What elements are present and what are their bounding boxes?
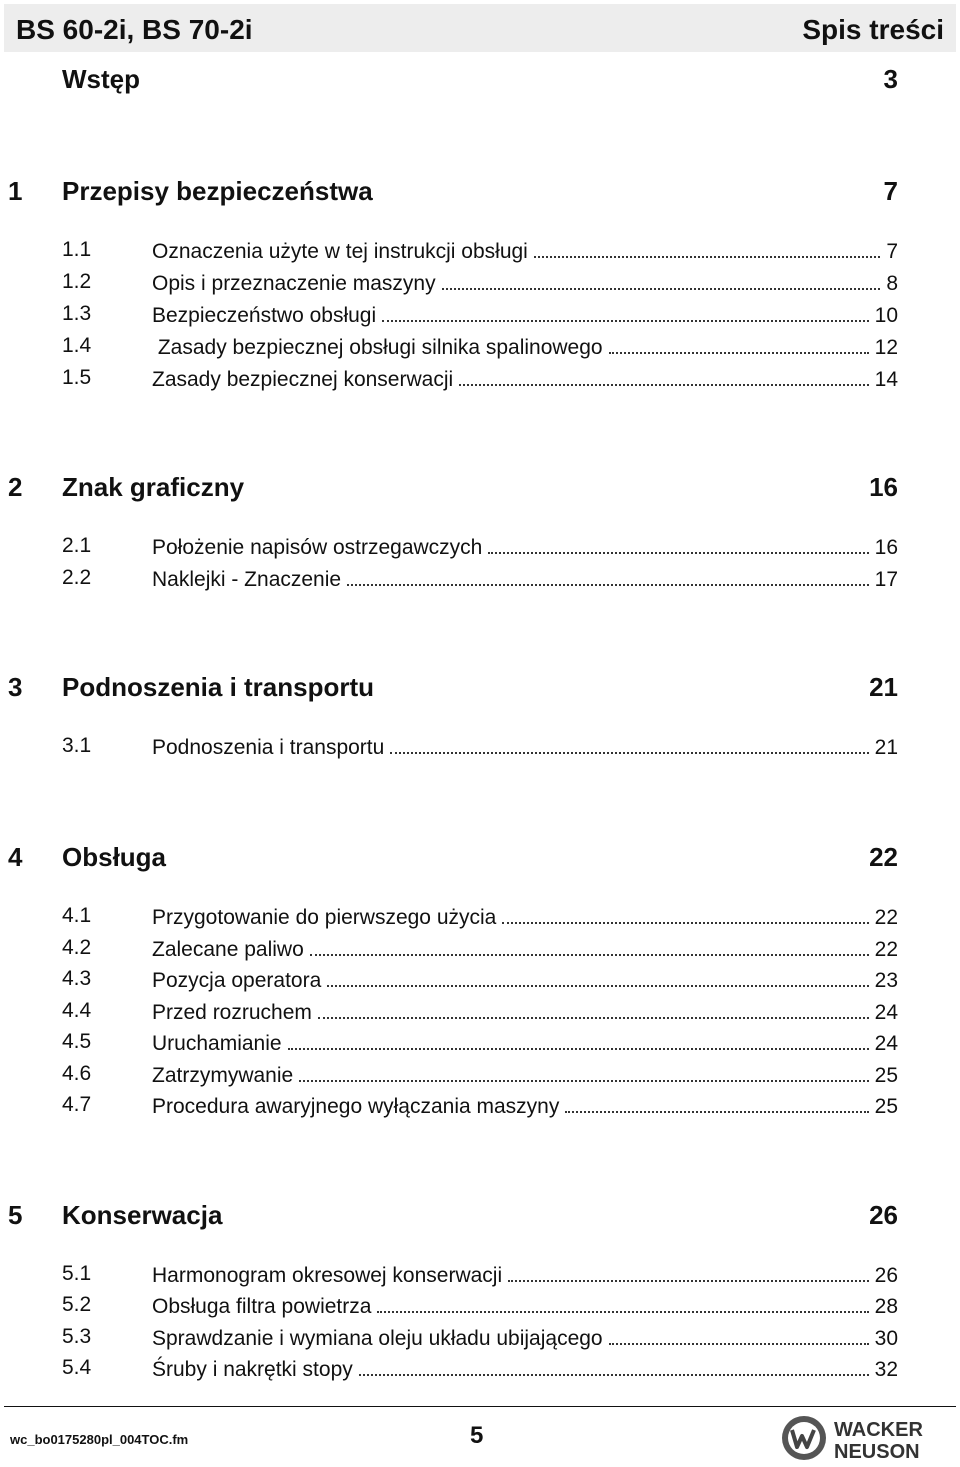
section-title: Przygotowanie do pierwszego użycia: [152, 906, 497, 929]
section-title: Procedura awaryjnego wyłączania maszyny: [152, 1095, 560, 1118]
section-title: Uruchamianie: [152, 1032, 282, 1055]
dot-leader: [442, 270, 881, 290]
toc-entry[interactable]: [0, 1093, 960, 1125]
section-number: 1.1: [62, 238, 92, 261]
chapter-number: 2: [8, 472, 23, 502]
section-title: Bezpieczeństwo obsługi: [152, 304, 377, 327]
section-number: 5.1: [62, 1262, 92, 1285]
section-page: 8: [886, 272, 898, 295]
section-title: Zatrzymywanie: [152, 1064, 294, 1087]
section-title: Spis treści: [802, 14, 944, 45]
toc-entry[interactable]: [0, 1030, 960, 1062]
section-number: 5.4: [62, 1356, 92, 1379]
section-title: Harmonogram okresowej konserwacji: [152, 1264, 503, 1287]
section-page: 23: [874, 969, 898, 992]
chapter-page: 22: [869, 842, 898, 872]
page-header: [4, 4, 956, 52]
section-number: 1.4: [62, 334, 92, 357]
toc-intro[interactable]: [0, 64, 960, 96]
chapter-number: 4: [8, 842, 23, 872]
toc-entry[interactable]: [0, 1062, 960, 1094]
dot-leader: [609, 334, 869, 354]
section-page: 32: [874, 1358, 898, 1381]
model-title: BS 60-2i, BS 70-2i: [16, 14, 253, 45]
dot-leader: [359, 1356, 869, 1376]
section-page: 28: [874, 1295, 898, 1318]
chapter-title: Konserwacja: [62, 1200, 223, 1230]
section-number: 4.4: [62, 999, 92, 1022]
section-title: Zasady bezpiecznej konserwacji: [152, 368, 454, 391]
toc-entry[interactable]: [0, 238, 960, 270]
section-page: 25: [874, 1064, 898, 1087]
dot-leader: [534, 238, 880, 258]
toc-entry[interactable]: [0, 566, 960, 598]
chapter-number: 1: [8, 176, 23, 206]
dot-leader: [347, 566, 869, 586]
chapter-number: 5: [8, 1200, 23, 1230]
footer-filename: wc_bo0175280pl_004TOC.fm: [10, 1432, 189, 1447]
toc-entry[interactable]: [0, 734, 960, 766]
dot-leader: [488, 534, 868, 554]
dot-leader: [508, 1262, 869, 1282]
section-title: Położenie napisów ostrzegawczych: [152, 536, 483, 559]
chapter-5[interactable]: [0, 1200, 960, 1232]
logo-text-line2: NEUSON: [834, 1441, 920, 1462]
section-page: 24: [874, 1032, 898, 1055]
chapter-page: 7: [883, 176, 898, 206]
section-title: Pozycja operatora: [152, 969, 322, 992]
logo-emblem-icon: [780, 1414, 956, 1462]
chapter-title: Podnoszenia i transportu: [62, 672, 375, 702]
chapter-page: 26: [869, 1200, 898, 1230]
dot-leader: [382, 302, 869, 322]
section-page: 10: [874, 304, 898, 327]
section-title: Śruby i nakrętki stopy: [152, 1358, 353, 1381]
section-page: 17: [874, 568, 898, 591]
dot-leader: [565, 1093, 868, 1113]
section-title: Sprawdzanie i wymiana oleju układu ubijającego: [152, 1327, 603, 1350]
section-number: 4.6: [62, 1062, 92, 1085]
dot-leader: [377, 1293, 868, 1313]
dot-leader: [299, 1062, 868, 1082]
section-title: Oznaczenia użyte w tej instrukcji obsługi: [152, 240, 528, 263]
chapter-title: Znak graficzny: [62, 472, 245, 502]
toc-entry[interactable]: [0, 1325, 960, 1357]
section-number: 4.2: [62, 936, 92, 959]
dot-leader: [609, 1325, 869, 1345]
section-number: 4.5: [62, 1030, 92, 1053]
chapter-title: Przepisy bezpieczeństwa: [62, 176, 373, 206]
toc-entry[interactable]: [0, 534, 960, 566]
section-number: 2.1: [62, 534, 92, 557]
toc-entry[interactable]: [0, 904, 960, 936]
section-title: Obsługa filtra powietrza: [152, 1295, 372, 1318]
section-title: Podnoszenia i transportu: [152, 736, 385, 759]
intro-page: 3: [883, 64, 898, 94]
wacker-neuson-logo: [780, 1414, 956, 1462]
chapter-4[interactable]: [0, 842, 960, 874]
logo-text-line1: WACKER: [834, 1419, 923, 1441]
toc-entry[interactable]: [0, 302, 960, 334]
toc-entry[interactable]: [0, 1293, 960, 1325]
section-page: 14: [874, 368, 898, 391]
toc-entry[interactable]: [0, 1262, 960, 1294]
section-number: 4.3: [62, 967, 92, 990]
section-page: 16: [874, 536, 898, 559]
dot-leader: [318, 999, 869, 1019]
toc-entry[interactable]: [0, 967, 960, 999]
section-page: 21: [874, 736, 898, 759]
section-number: 5.2: [62, 1293, 92, 1316]
chapter-page: 16: [869, 472, 898, 502]
chapter-1[interactable]: [0, 176, 960, 208]
footer-divider: [4, 1406, 956, 1407]
section-page: 12: [874, 336, 898, 359]
section-number: 3.1: [62, 734, 92, 757]
section-title: Zalecane paliwo: [152, 938, 304, 961]
section-number: 5.3: [62, 1325, 92, 1348]
section-number: 1.3: [62, 302, 92, 325]
section-page: 22: [874, 938, 898, 961]
chapter-3[interactable]: [0, 672, 960, 704]
chapter-2[interactable]: [0, 472, 960, 504]
section-number: 1.5: [62, 366, 92, 389]
section-title: Zasady bezpiecznej obsługi silnika spalinowego: [152, 336, 603, 359]
toc-entry[interactable]: [0, 1356, 960, 1388]
dot-leader: [459, 366, 868, 386]
toc-entry[interactable]: [0, 334, 960, 366]
footer-page-number: 5: [470, 1422, 484, 1449]
dot-leader: [502, 904, 868, 924]
chapter-page: 21: [869, 672, 898, 702]
section-page: 24: [874, 1001, 898, 1024]
chapter-number: 3: [8, 672, 23, 702]
section-page: 22: [874, 906, 898, 929]
section-number: 1.2: [62, 270, 92, 293]
toc-entry[interactable]: [0, 270, 960, 302]
chapter-title: Obsługa: [62, 842, 167, 872]
intro-title: Wstęp: [62, 64, 140, 94]
section-title: Przed rozruchem: [152, 1001, 312, 1024]
dot-leader: [310, 936, 869, 956]
toc-entry[interactable]: [0, 999, 960, 1031]
section-page: 25: [874, 1095, 898, 1118]
dot-leader: [390, 734, 868, 754]
section-page: 30: [874, 1327, 898, 1350]
section-number: 4.1: [62, 904, 92, 927]
section-page: 7: [886, 240, 898, 263]
section-number: 4.7: [62, 1093, 92, 1116]
toc-entry[interactable]: [0, 936, 960, 968]
section-title: Opis i przeznaczenie maszyny: [152, 272, 436, 295]
dot-leader: [288, 1030, 869, 1050]
section-title: Naklejki - Znaczenie: [152, 568, 342, 591]
section-page: 26: [874, 1264, 898, 1287]
toc-entry[interactable]: [0, 366, 960, 398]
dot-leader: [327, 967, 868, 987]
section-number: 2.2: [62, 566, 92, 589]
